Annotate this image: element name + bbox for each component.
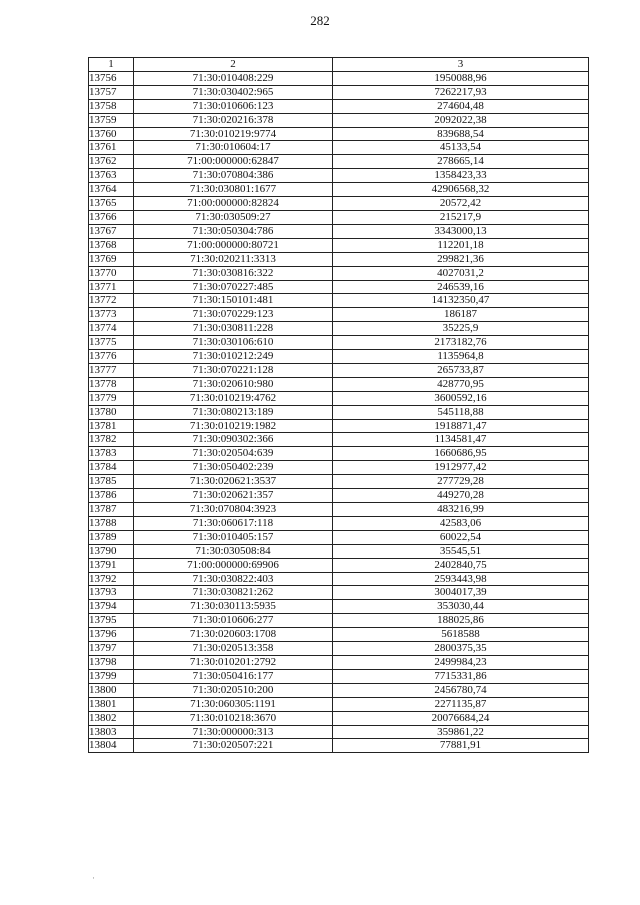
value-cell: 60022,54 xyxy=(333,530,589,544)
table-row xyxy=(89,711,589,725)
data-table xyxy=(88,57,589,753)
cadastral-number-cell: 71:00:000000:82824 xyxy=(134,197,333,211)
row-number-cell: 13759 xyxy=(89,113,134,127)
row-number-cell: 13766 xyxy=(89,210,134,224)
value-cell: 2402840,75 xyxy=(333,558,589,572)
value-cell: 2092022,38 xyxy=(333,113,589,127)
value-cell: 246539,16 xyxy=(333,280,589,294)
footer-mark: · xyxy=(92,873,95,883)
row-number-cell: 13786 xyxy=(89,489,134,503)
cadastral-number-cell: 71:30:010212:249 xyxy=(134,350,333,364)
cadastral-number-cell: 71:30:010606:123 xyxy=(134,99,333,113)
table-row xyxy=(89,739,589,753)
value-cell: 2173182,76 xyxy=(333,336,589,350)
table-row xyxy=(89,530,589,544)
table-row xyxy=(89,655,589,669)
row-number-cell: 13756 xyxy=(89,71,134,85)
row-number-cell: 13784 xyxy=(89,461,134,475)
value-cell: 20572,42 xyxy=(333,197,589,211)
row-number-cell: 13803 xyxy=(89,725,134,739)
value-cell: 4027031,2 xyxy=(333,266,589,280)
table-row xyxy=(89,544,589,558)
column-header-2: 2 xyxy=(134,58,333,72)
value-cell: 5618588 xyxy=(333,628,589,642)
value-cell: 1135964,8 xyxy=(333,350,589,364)
row-number-cell: 13789 xyxy=(89,530,134,544)
row-number-cell: 13798 xyxy=(89,655,134,669)
table-row xyxy=(89,113,589,127)
cadastral-number-cell: 71:30:010405:157 xyxy=(134,530,333,544)
value-cell: 359861,22 xyxy=(333,725,589,739)
table-header-row xyxy=(89,58,589,72)
cadastral-number-cell: 71:30:030801:1677 xyxy=(134,183,333,197)
cadastral-number-cell: 71:30:150101:481 xyxy=(134,294,333,308)
cadastral-number-cell: 71:30:000000:313 xyxy=(134,725,333,739)
cadastral-number-cell: 71:30:020216:378 xyxy=(134,113,333,127)
value-cell: 112201,18 xyxy=(333,238,589,252)
table-row xyxy=(89,516,589,530)
cadastral-number-cell: 71:30:020507:221 xyxy=(134,739,333,753)
row-number-cell: 13804 xyxy=(89,739,134,753)
cadastral-number-cell: 71:00:000000:80721 xyxy=(134,238,333,252)
column-header-1: 1 xyxy=(89,58,134,72)
row-number-cell: 13771 xyxy=(89,280,134,294)
table-row xyxy=(89,169,589,183)
cadastral-number-cell: 71:30:090302:366 xyxy=(134,433,333,447)
row-number-cell: 13772 xyxy=(89,294,134,308)
cadastral-number-cell: 71:30:020211:3313 xyxy=(134,252,333,266)
row-number-cell: 13763 xyxy=(89,169,134,183)
row-number-cell: 13782 xyxy=(89,433,134,447)
row-number-cell: 13761 xyxy=(89,141,134,155)
cadastral-number-cell: 71:30:010218:3670 xyxy=(134,711,333,725)
cadastral-number-cell: 71:30:030816:322 xyxy=(134,266,333,280)
table-row xyxy=(89,725,589,739)
value-cell: 7715331,86 xyxy=(333,669,589,683)
row-number-cell: 13799 xyxy=(89,669,134,683)
cadastral-number-cell: 71:30:010219:1982 xyxy=(134,419,333,433)
row-number-cell: 13795 xyxy=(89,614,134,628)
cadastral-number-cell: 71:30:010408:229 xyxy=(134,71,333,85)
value-cell: 3004017,39 xyxy=(333,586,589,600)
value-cell: 35545,51 xyxy=(333,544,589,558)
value-cell: 186187 xyxy=(333,308,589,322)
cadastral-number-cell: 71:30:050304:786 xyxy=(134,224,333,238)
row-number-cell: 13768 xyxy=(89,238,134,252)
value-cell: 278665,14 xyxy=(333,155,589,169)
row-number-cell: 13780 xyxy=(89,405,134,419)
row-number-cell: 13800 xyxy=(89,683,134,697)
value-cell: 483216,99 xyxy=(333,503,589,517)
cadastral-number-cell: 71:30:070804:3923 xyxy=(134,503,333,517)
row-number-cell: 13792 xyxy=(89,572,134,586)
table-row xyxy=(89,683,589,697)
table-row xyxy=(89,224,589,238)
cadastral-number-cell: 71:30:070227:485 xyxy=(134,280,333,294)
value-cell: 2456780,74 xyxy=(333,683,589,697)
table-row xyxy=(89,558,589,572)
cadastral-number-cell: 71:30:080213:189 xyxy=(134,405,333,419)
value-cell: 353030,44 xyxy=(333,600,589,614)
value-cell: 1660686,95 xyxy=(333,447,589,461)
table-row xyxy=(89,280,589,294)
value-cell: 3343000,13 xyxy=(333,224,589,238)
value-cell: 299821,36 xyxy=(333,252,589,266)
table-row xyxy=(89,210,589,224)
row-number-cell: 13787 xyxy=(89,503,134,517)
cadastral-number-cell: 71:30:020603:1708 xyxy=(134,628,333,642)
value-cell: 1950088,96 xyxy=(333,71,589,85)
row-number-cell: 13774 xyxy=(89,322,134,336)
row-number-cell: 13767 xyxy=(89,224,134,238)
table-row xyxy=(89,572,589,586)
row-number-cell: 13801 xyxy=(89,697,134,711)
row-number-cell: 13757 xyxy=(89,85,134,99)
row-number-cell: 13779 xyxy=(89,391,134,405)
table-row xyxy=(89,461,589,475)
cadastral-number-cell: 71:30:060305:1191 xyxy=(134,697,333,711)
value-cell: 2593443,98 xyxy=(333,572,589,586)
value-cell: 2499984,23 xyxy=(333,655,589,669)
cadastral-number-cell: 71:30:030822:403 xyxy=(134,572,333,586)
row-number-cell: 13793 xyxy=(89,586,134,600)
table-row xyxy=(89,419,589,433)
table-row xyxy=(89,127,589,141)
cadastral-number-cell: 71:30:030508:84 xyxy=(134,544,333,558)
row-number-cell: 13790 xyxy=(89,544,134,558)
table-row xyxy=(89,363,589,377)
table-row xyxy=(89,71,589,85)
table-row xyxy=(89,377,589,391)
cadastral-number-cell: 71:30:070229:123 xyxy=(134,308,333,322)
table-row xyxy=(89,350,589,364)
cadastral-number-cell: 71:30:060617:118 xyxy=(134,516,333,530)
column-header-3: 3 xyxy=(333,58,589,72)
value-cell: 1134581,47 xyxy=(333,433,589,447)
table-row xyxy=(89,628,589,642)
value-cell: 20076684,24 xyxy=(333,711,589,725)
table-row xyxy=(89,614,589,628)
table-row xyxy=(89,586,589,600)
row-number-cell: 13778 xyxy=(89,377,134,391)
table-row xyxy=(89,266,589,280)
value-cell: 35225,9 xyxy=(333,322,589,336)
cadastral-number-cell: 71:30:020513:358 xyxy=(134,642,333,656)
row-number-cell: 13783 xyxy=(89,447,134,461)
row-number-cell: 13796 xyxy=(89,628,134,642)
table-row xyxy=(89,197,589,211)
cadastral-number-cell: 71:30:010604:17 xyxy=(134,141,333,155)
value-cell: 265733,87 xyxy=(333,363,589,377)
value-cell: 274604,48 xyxy=(333,99,589,113)
page-number: 282 xyxy=(310,13,330,28)
table-row xyxy=(89,489,589,503)
row-number-cell: 13797 xyxy=(89,642,134,656)
table-row xyxy=(89,503,589,517)
value-cell: 1358423,33 xyxy=(333,169,589,183)
cadastral-number-cell: 71:30:070804:386 xyxy=(134,169,333,183)
table-row xyxy=(89,155,589,169)
row-number-cell: 13788 xyxy=(89,516,134,530)
table-row xyxy=(89,99,589,113)
cadastral-number-cell: 71:30:020510:200 xyxy=(134,683,333,697)
table-row xyxy=(89,405,589,419)
row-number-cell: 13760 xyxy=(89,127,134,141)
value-cell: 449270,28 xyxy=(333,489,589,503)
value-cell: 839688,54 xyxy=(333,127,589,141)
value-cell: 42583,06 xyxy=(333,516,589,530)
cadastral-number-cell: 71:00:000000:62847 xyxy=(134,155,333,169)
cadastral-number-cell: 71:30:050402:239 xyxy=(134,461,333,475)
row-number-cell: 13802 xyxy=(89,711,134,725)
table-row xyxy=(89,85,589,99)
row-number-cell: 13794 xyxy=(89,600,134,614)
row-number-cell: 13758 xyxy=(89,99,134,113)
table-row xyxy=(89,433,589,447)
table-row xyxy=(89,336,589,350)
cadastral-number-cell: 71:30:030811:228 xyxy=(134,322,333,336)
row-number-cell: 13765 xyxy=(89,197,134,211)
row-number-cell: 13791 xyxy=(89,558,134,572)
value-cell: 7262217,93 xyxy=(333,85,589,99)
table-row xyxy=(89,308,589,322)
value-cell: 14132350,47 xyxy=(333,294,589,308)
value-cell: 2271135,87 xyxy=(333,697,589,711)
value-cell: 545118,88 xyxy=(333,405,589,419)
value-cell: 188025,86 xyxy=(333,614,589,628)
cadastral-number-cell: 71:30:020621:3537 xyxy=(134,475,333,489)
cadastral-number-cell: 71:30:020610:980 xyxy=(134,377,333,391)
row-number-cell: 13770 xyxy=(89,266,134,280)
value-cell: 3600592,16 xyxy=(333,391,589,405)
row-number-cell: 13762 xyxy=(89,155,134,169)
cadastral-number-cell: 71:30:070221:128 xyxy=(134,363,333,377)
table-row xyxy=(89,183,589,197)
cadastral-number-cell: 71:30:030106:610 xyxy=(134,336,333,350)
value-cell: 1912977,42 xyxy=(333,461,589,475)
table-body xyxy=(89,71,589,752)
value-cell: 42906568,32 xyxy=(333,183,589,197)
value-cell: 215217,9 xyxy=(333,210,589,224)
row-number-cell: 13773 xyxy=(89,308,134,322)
table-row xyxy=(89,252,589,266)
cadastral-number-cell: 71:30:030402:965 xyxy=(134,85,333,99)
cadastral-number-cell: 71:30:010606:277 xyxy=(134,614,333,628)
table-row xyxy=(89,600,589,614)
table-row xyxy=(89,322,589,336)
cadastral-number-cell: 71:30:030509:27 xyxy=(134,210,333,224)
table-row xyxy=(89,238,589,252)
cadastral-number-cell: 71:30:010219:9774 xyxy=(134,127,333,141)
cadastral-number-cell: 71:30:030821:262 xyxy=(134,586,333,600)
row-number-cell: 13785 xyxy=(89,475,134,489)
table-row xyxy=(89,475,589,489)
table-row xyxy=(89,447,589,461)
row-number-cell: 13781 xyxy=(89,419,134,433)
table-row xyxy=(89,669,589,683)
value-cell: 1918871,47 xyxy=(333,419,589,433)
cadastral-number-cell: 71:30:010219:4762 xyxy=(134,391,333,405)
table-row xyxy=(89,391,589,405)
table-row xyxy=(89,642,589,656)
cadastral-number-cell: 71:30:020621:357 xyxy=(134,489,333,503)
cadastral-number-cell: 71:00:000000:69906 xyxy=(134,558,333,572)
row-number-cell: 13777 xyxy=(89,363,134,377)
value-cell: 2800375,35 xyxy=(333,642,589,656)
table-row xyxy=(89,141,589,155)
cadastral-number-cell: 71:30:020504:639 xyxy=(134,447,333,461)
cadastral-number-cell: 71:30:030113:5935 xyxy=(134,600,333,614)
cadastral-number-cell: 71:30:010201:2792 xyxy=(134,655,333,669)
table-row xyxy=(89,294,589,308)
value-cell: 277729,28 xyxy=(333,475,589,489)
value-cell: 428770,95 xyxy=(333,377,589,391)
value-cell: 77881,91 xyxy=(333,739,589,753)
row-number-cell: 13769 xyxy=(89,252,134,266)
row-number-cell: 13776 xyxy=(89,350,134,364)
cadastral-number-cell: 71:30:050416:177 xyxy=(134,669,333,683)
row-number-cell: 13775 xyxy=(89,336,134,350)
table-row xyxy=(89,697,589,711)
value-cell: 45133,54 xyxy=(333,141,589,155)
row-number-cell: 13764 xyxy=(89,183,134,197)
